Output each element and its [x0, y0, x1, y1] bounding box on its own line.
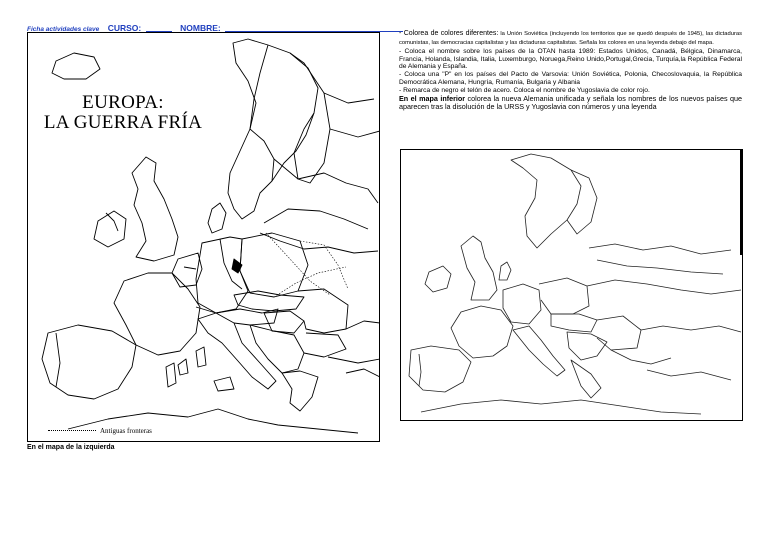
instruction-lower-map-body: colorea la nueva Alemania unificada y señala los nombres de los nuevos países que aparecen tras la disolución de la URSS y Yugoslavia con números y una leyenda: [399, 93, 743, 111]
instruction-telon: - Remarca de negro el telón de acero. Coloca el nombre de Yugoslavia de color rojo.: [399, 86, 650, 94]
map-title-line-2: LA GUERRA FRÍA: [43, 112, 203, 133]
worksheet-label: Ficha actividades clave: [27, 26, 100, 33]
frame-edge-bar: [740, 150, 742, 255]
instruction-otan: - Coloca el nombre sobre los países de la OTAN hasta 1989: Estados Unidos, Canadá, Bélgica, Dinamarca, Francia, Holanda, Islandia, Italia, Luxemburgo, Noruega,Reino Unido,Portugal,Grecia, Turquía,la República Federal de Alemania y España.: [399, 47, 742, 71]
map-title: [28, 93, 218, 133]
instruction-varsovia: - Coloca una "P" en los países del Pacto de Varsovia: Unión Soviética, Polonia, Checoslovaquia, la República Democrática Alemana, Hungría, Rumanía, Bulgaria y Albania: [399, 71, 742, 87]
curso-label: CURSO:: [107, 23, 142, 33]
map-legend: [48, 427, 152, 435]
post-cold-war-europe-map: [400, 149, 743, 421]
instruction-colour-body: la Unión Soviética (incluyendo los territorios que se quedó después de 1945), las dictaduras comunistas, las democracias capitalistas y las dictaduras capitalistas. Señala los colores en una leyenda debajo del mapa.: [399, 31, 742, 46]
left-map-caption: En el mapa de la izquierda: [27, 444, 115, 451]
curso-blank: [146, 23, 172, 32]
cold-war-europe-map: [27, 32, 380, 442]
europe-blank-map: [401, 150, 743, 421]
instruction-colour-lead: - Colorea de colores diferentes:: [399, 30, 499, 37]
legend-label: Antiguas fronteras: [100, 427, 152, 435]
map-title-line-1: EUROPA:: [82, 92, 164, 113]
nombre-blank: [225, 23, 403, 32]
nombre-label: NOMBRE:: [180, 23, 221, 33]
instruction-lower-map-lead: En el mapa inferior: [399, 93, 466, 103]
instruction-lower-map: [399, 95, 742, 111]
instructions-block: [399, 30, 742, 110]
instruction-colour: [399, 30, 742, 48]
legend-dotted-line: [48, 430, 96, 431]
